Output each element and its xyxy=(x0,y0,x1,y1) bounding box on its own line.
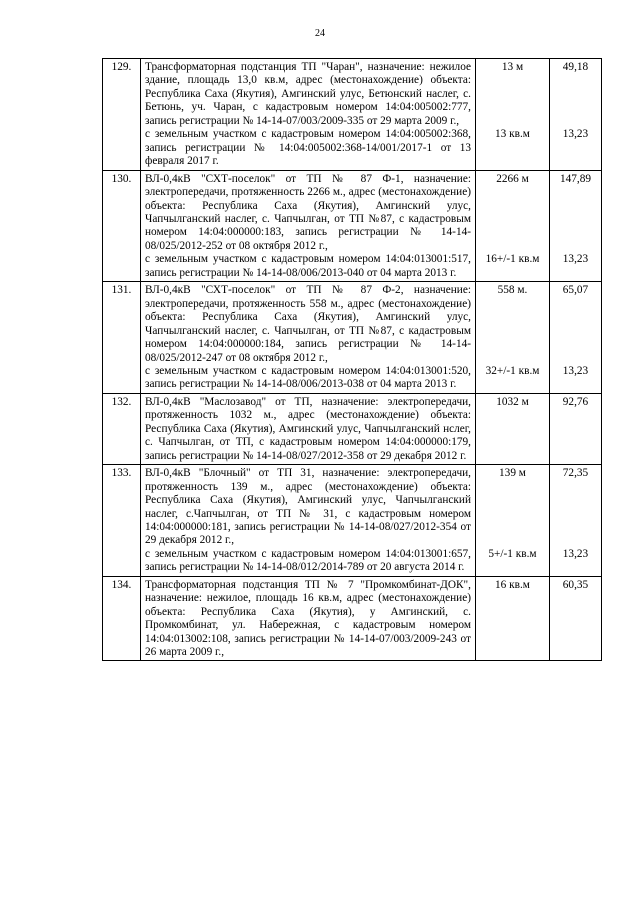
object-quantity: 16 кв.м xyxy=(495,578,530,591)
table-row xyxy=(103,393,602,464)
value-cell xyxy=(550,59,602,171)
object-description xyxy=(141,282,476,394)
object-value: 49,18 xyxy=(562,61,589,73)
land-plot-quantity: 5+/-1 кв.м xyxy=(488,547,537,560)
page-number: 24 xyxy=(315,28,325,39)
object-paragraph: ВЛ-0,4кВ "Блочный" от ТП 31, назначение: электропередачи, протяженность 139 м., адрес (местонахождение) объекта: Республика Саха (Якутия), Амгинский улус, Чапчылганский наслег, с.Чапчылган, от ТП № 31, с кадастровым номером 14:04:000000:181, запись регистрации № 14-14-08/027/2012-354 от 29 декабря 2012 г., xyxy=(145,467,471,547)
land-plot-value: 13,23 xyxy=(562,364,589,377)
quantity-cell xyxy=(476,170,550,282)
object-quantity: 139 м xyxy=(499,467,526,480)
value-cell xyxy=(550,170,602,282)
land-plot-paragraph: с земельным участком с кадастровым номером 14:04:013001:520, запись регистрации № 14-14-08/006/2013-038 от 04 марта 2013 г. xyxy=(145,364,471,391)
row-number: 130. xyxy=(103,170,141,282)
object-quantity: 13 м xyxy=(501,61,524,73)
table-row xyxy=(103,59,602,171)
land-plot-paragraph: с земельным участком с кадастровым номером 14:04:013001:657, запись регистрации № 14-14-08/012/2014-789 от 20 августа 2014 г. xyxy=(145,547,471,574)
object-paragraph: ВЛ-0,4кВ "СХТ-поселок" от ТП № 87 Ф-1, назначение: электропередачи, протяженность 2266 м., адрес (местонахождение) объекта: Республика Саха (Якутия), Амгинский улус, Чапчылганский наслег, с. Чапчылган, от ТП №87, с кадастровым номером 14:04:000000:183, запись регистрации № 14-14-08/025/2012-252 от 08 октября 2012 г., xyxy=(145,172,471,252)
row-number: 131. xyxy=(103,282,141,394)
row-number: 129. xyxy=(103,59,141,171)
value-cell xyxy=(550,465,602,577)
land-plot-quantity: 16+/-1 кв.м xyxy=(485,253,540,266)
object-value: 92,76 xyxy=(562,395,589,408)
table-row xyxy=(103,170,602,282)
quantity-cell xyxy=(476,465,550,577)
object-quantity: 2266 м xyxy=(496,172,529,185)
land-plot-value: 13,23 xyxy=(562,128,589,141)
object-value: 60,35 xyxy=(562,578,589,591)
object-value: 147,89 xyxy=(559,172,592,185)
object-description xyxy=(141,170,476,282)
land-plot-quantity: 32+/-1 кв.м xyxy=(485,364,540,377)
object-paragraph: ВЛ-0,4кВ "Маслозавод" от ТП, назначение: электропередачи, протяженность 1032 м., адрес (местонахождение) объекта: Республика Саха (Якутия), Амгинский улус, Чапчылганский нслег, с. Чапчылган, от ТП, с кадастровым номером 14:04:000000:179, запись регистрации № 14-14-08/027/2012-358 от 29 декабря 2012 г. xyxy=(145,395,471,462)
value-cell xyxy=(550,576,602,661)
land-plot-paragraph: с земельным участком с кадастровым номером 14:04:005002:368, запись регистрации № 14:04:005002:368-14/001/2017-1 от 13 февраля 2017 г. xyxy=(145,128,471,168)
row-number: 133. xyxy=(103,465,141,577)
property-table xyxy=(102,58,602,661)
object-value: 72,35 xyxy=(562,467,589,480)
land-plot-value: 13,23 xyxy=(562,547,589,560)
value-cell xyxy=(550,393,602,464)
object-paragraph: Трансформаторная подстанция ТП № 7 "Промкомбинат-ДОК", назначение: нежилое, площадь 16 кв.м, адрес (местонахождение) объекта: Республика Саха (Якутия), у Амгинский, с. Промкомбинат, ул. Набережная, с кадастровым номером 14:04:013002:108, запись регистрации № 14-14-07/003/2009-243 от 26 марта 2009 г., xyxy=(145,578,471,659)
object-value: 65,07 xyxy=(562,284,589,297)
value-cell xyxy=(550,282,602,394)
table-row xyxy=(103,282,602,394)
table-row xyxy=(103,576,602,661)
object-quantity: 558 м. xyxy=(497,284,528,297)
table-row xyxy=(103,465,602,577)
object-quantity: 1032 м xyxy=(496,395,529,408)
object-paragraph: Трансформаторная подстанция ТП "Чаран", назначение: нежилое здание, площадь 13,0 кв.м, адрес (местонахождение) объекта: Республика Саха (Якутия), Амгинский улус, Бетюнский наслег, с. Бетюнь, уч. Чаран, с кадастровым номером 14:04:005002:777, запись регистрации № 14-14-07/003/2009-335 от 29 марта 2009 г., xyxy=(145,61,471,127)
row-number: 134. xyxy=(103,576,141,661)
quantity-cell xyxy=(476,576,550,661)
object-paragraph: ВЛ-0,4кВ "СХТ-поселок" от ТП № 87 Ф-2, назначение: электропередачи, протяженность 558 м., адрес (местонахождение) объекта: Республика Саха (Якутия), Амгинский улус, Чапчылганский наслег, с. Чапчылган, от ТП №87, с кадастровым номером 14:04:000000:184, запись регистрации № 14-14-08/025/2012-247 от 08 октября 2012 г., xyxy=(145,284,471,364)
land-plot-quantity: 13 кв.м xyxy=(495,128,530,141)
quantity-cell xyxy=(476,393,550,464)
object-description xyxy=(141,393,476,464)
object-description xyxy=(141,59,476,171)
object-description xyxy=(141,465,476,577)
row-number: 132. xyxy=(103,393,141,464)
land-plot-paragraph: с земельным участком с кадастровым номером 14:04:013001:517, запись регистрации № 14-14-08/006/2013-040 от 04 марта 2013 г. xyxy=(145,253,471,279)
object-description xyxy=(141,576,476,661)
land-plot-value: 13,23 xyxy=(562,253,589,266)
quantity-cell xyxy=(476,59,550,171)
quantity-cell xyxy=(476,282,550,394)
